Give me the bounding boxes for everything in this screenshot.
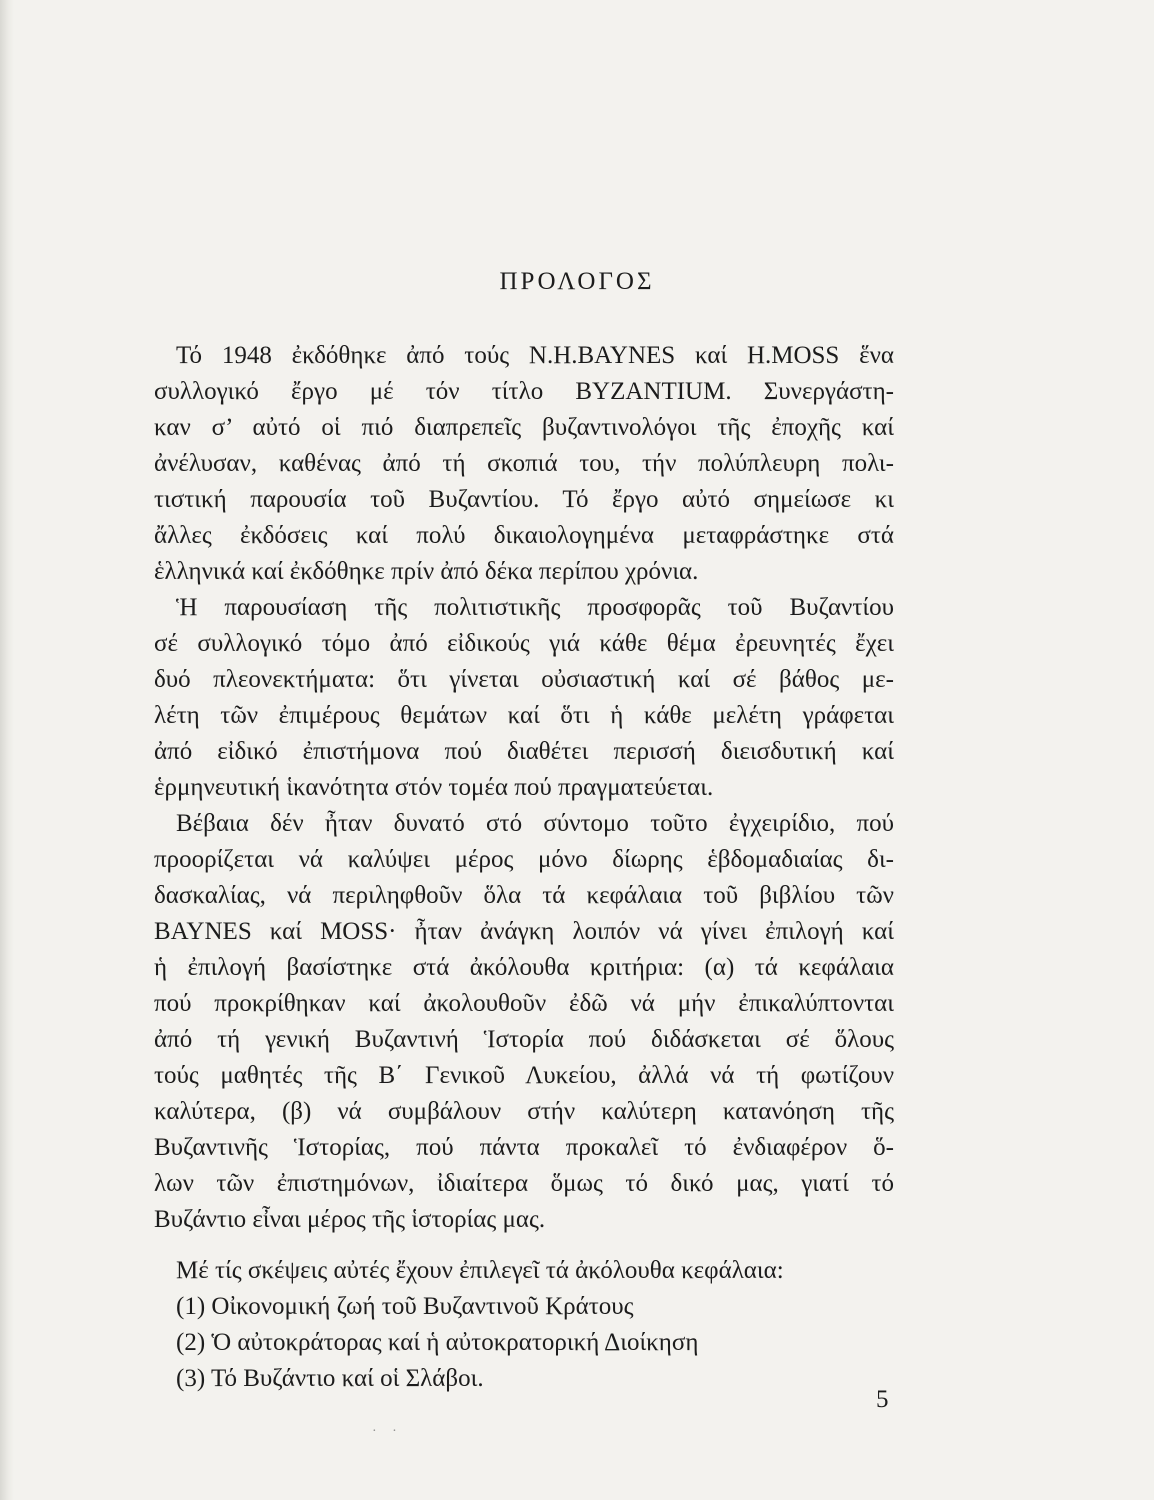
text-line: Τό 1948 ἐκδόθηκε ἀπό τούς Ν.Η.BAYNES καί Η.MOSS ἕνα <box>176 342 894 369</box>
text-line: ἑλληνικά καί ἐκδόθηκε πρίν ἀπό δέκα περίπου χρόνια. <box>154 558 699 585</box>
text-line: καλύτερα, (β) νά συμβάλουν στήν καλύτερη κατανόηση τῆς <box>154 1098 894 1125</box>
page-left-edge-shadow <box>0 0 14 1500</box>
text-line: Ἡ παρουσίαση τῆς πολιτιστικῆς προσφορᾶς τοῦ Βυζαντίου <box>176 594 894 621</box>
text-line: ἀπό τή γενική Βυζαντινή Ἱστορία πού διδάσκεται σέ ὅλους <box>154 1026 894 1053</box>
text-line: ἀπό εἰδικό ἐπιστήμονα πού διαθέτει περισσή διεισδυτική καί <box>154 738 894 765</box>
chapter-item: (1) Οἰκονομική ζωή τοῦ Βυζαντινοῦ Κράτους <box>176 1293 634 1320</box>
text-line: προορίζεται νά καλύψει μέρος μόνο δίωρης ἑβδομαδιαίας δι- <box>154 846 894 873</box>
paragraph-gap <box>154 1238 894 1253</box>
text-line: δασκαλίας, νά περιληφθοῦν ὅλα τά κεφάλαια τοῦ βιβλίου τῶν <box>154 882 894 909</box>
text-line: πού προκρίθηκαν καί ἀκολουθοῦν ἐδῶ νά μήν ἐπικαλύπτονται <box>154 990 894 1017</box>
text-line: ἑρμηνευτική ἱκανότητα στόν τομέα πού πραγματεύεται. <box>154 774 714 801</box>
text-line: καν σ’ αὐτό οἱ πιό διαπρεπεῖς βυζαντινολόγοι τῆς ἐποχῆς καί <box>154 414 894 441</box>
text-line: συλλογικό ἔργο μέ τόν τίτλο BYZANTIUM. Συνεργάστη- <box>154 378 894 405</box>
text-line: Βέβαια δέν ἦταν δυνατό στό σύντομο τοῦτο ἐγχειρίδιο, πού <box>176 810 894 837</box>
paragraph-2 <box>154 590 894 806</box>
chapter-list <box>154 1289 894 1397</box>
text-line: BAYNES καί MOSS· ἦταν ἀνάγκη λοιπόν νά γίνει ἐπιλογή καί <box>154 918 894 945</box>
text-line: λων τῶν ἐπιστημόνων, ἰδιαίτερα ὅμως τό δικό μας, γιατί τό <box>154 1170 894 1197</box>
chapter-item: (2) Ὁ αὐτοκράτορας καί ἡ αὐτοκρατορική Διοίκηση <box>176 1329 699 1356</box>
text-line: ἡ ἐπιλογή βασίστηκε στά ἀκόλουθα κριτήρια: (α) τά κεφάλαια <box>154 954 894 981</box>
scan-specks: · · <box>372 1424 403 1439</box>
paragraph-3 <box>154 806 894 1238</box>
paragraph-1 <box>154 338 894 590</box>
text-line: τιστική παρουσία τοῦ Βυζαντίου. Τό ἔργο αὐτό σημείωσε κι <box>154 486 894 513</box>
text-line: λέτη τῶν ἐπιμέρους θεμάτων καί ὅτι ἡ κάθε μελέτη γράφεται <box>154 702 894 729</box>
page-number: 5 <box>876 1386 889 1413</box>
text-line: τούς μαθητές τῆς Β΄ Γενικοῦ Λυκείου, ἀλλά νά τή φωτίζουν <box>154 1062 894 1089</box>
text-line: ἄλλες ἐκδόσεις καί πολύ δικαιολογημένα μεταφράστηκε στά <box>154 522 894 549</box>
text-line: Βυζάντιο εἶναι μέρος τῆς ἱστορίας μας. <box>154 1206 546 1233</box>
text-line: σέ συλλογικό τόμο ἀπό εἰδικούς γιά κάθε θέμα ἐρευνητές ἔχει <box>154 630 894 657</box>
page-title: ΠΡΟΛΟΓΟΣ <box>499 268 655 295</box>
text-line: Βυζαντινῆς Ἱστορίας, πού πάντα προκαλεῖ τό ἐνδιαφέρον ὅ- <box>154 1134 894 1161</box>
text-line: ἀνέλυσαν, καθένας ἀπό τή σκοπιά του, τήν πολύπλευρη πολι- <box>154 450 894 477</box>
chapters-intro: Μέ τίς σκέψεις αὐτές ἔχουν ἐπιλεγεῖ τά ἀκόλουθα κεφάλαια: <box>176 1257 784 1284</box>
body-text <box>154 338 894 1397</box>
text-line: δυό πλεονεκτήματα: ὅτι γίνεται οὐσιαστική καί σέ βάθος με- <box>154 666 894 693</box>
chapter-item: (3) Τό Βυζάντιο καί οἱ Σλάβοι. <box>176 1365 484 1392</box>
